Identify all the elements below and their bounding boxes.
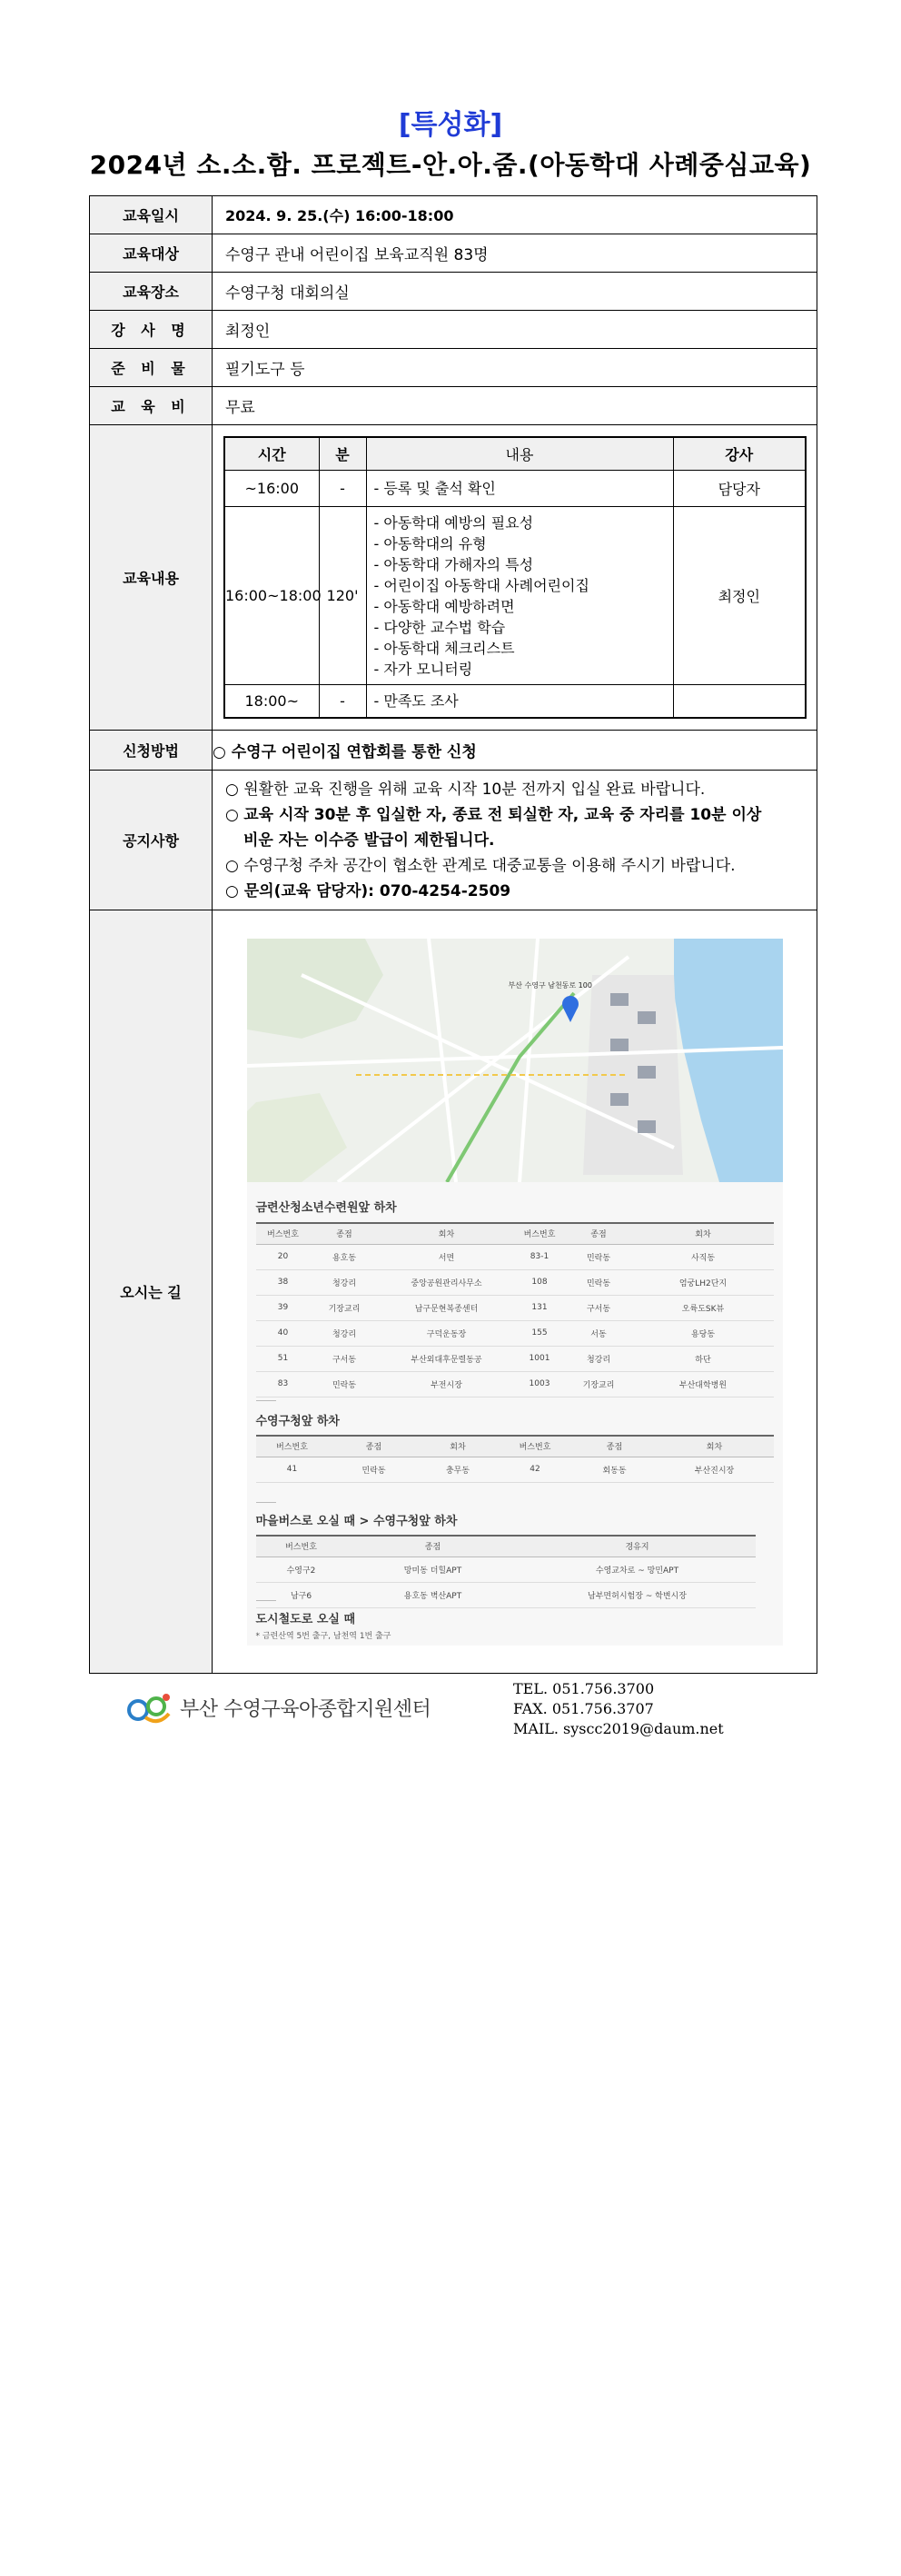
section-divider bbox=[256, 1600, 276, 1601]
bus-table bbox=[256, 1435, 774, 1483]
schedule-content bbox=[366, 471, 673, 507]
bus-cell: 108 bbox=[515, 1269, 565, 1295]
schedule-item: - 아동학대 예방하려면 bbox=[373, 597, 515, 615]
notice-contact: ○ 문의(교육 담당자): 070-4254-2509 bbox=[225, 881, 511, 900]
schedule-item: - 아동학대 예방의 필요성 bbox=[373, 513, 534, 532]
notice-cell bbox=[213, 771, 817, 910]
bus-cell: 남부면허시험장 ~ 학변시장 bbox=[520, 1582, 756, 1607]
bus-cell: 부산대학병원 bbox=[633, 1371, 774, 1397]
directions-map-panel bbox=[247, 939, 783, 1646]
notice-emphasis: 교육 시작 30분 후 입실한 자, 종료 전 퇴실한 자, 교육 중 자리를 10분 이상 bbox=[243, 805, 762, 824]
schedule-item: - 자가 모니터링 bbox=[373, 660, 473, 678]
bus-cell: 용당동 bbox=[633, 1320, 774, 1346]
schedule-header-lecturer: 강사 bbox=[673, 437, 806, 471]
bus-cell: 83 bbox=[256, 1371, 311, 1397]
supplies-value: 필기도구 등 bbox=[213, 349, 817, 387]
schedule-header-minutes: 분 bbox=[319, 437, 366, 471]
bus-col-header: 종점 bbox=[347, 1536, 520, 1557]
contact-mail[interactable]: MAIL. syscc2019@daum.net bbox=[513, 1720, 724, 1737]
supplies-label: 준 비 물 bbox=[90, 349, 213, 387]
apply-label: 신청방법 bbox=[90, 731, 213, 771]
bus-col-header: 경유지 bbox=[520, 1536, 756, 1557]
bus-cell: 부산진시장 bbox=[656, 1457, 774, 1482]
schedule-item: - 다양한 교수법 학습 bbox=[373, 618, 506, 636]
directions-label: 오시는 길 bbox=[90, 910, 213, 1674]
apply-value: ○ 수영구 어린이집 연합회를 통한 신청 bbox=[213, 731, 817, 771]
bus-cell: 155 bbox=[515, 1320, 565, 1346]
bus-cell: 구서동 bbox=[565, 1295, 633, 1320]
bus-cell: 오륙도SK뷰 bbox=[633, 1295, 774, 1320]
bus-cell: 기장교리 bbox=[565, 1371, 633, 1397]
table-row bbox=[256, 1295, 774, 1320]
bus-cell: 청강리 bbox=[311, 1269, 379, 1295]
bus-col-header: 버스번호 bbox=[515, 1223, 565, 1245]
table-row bbox=[256, 1371, 774, 1397]
bus-cell: 수영교차로 ~ 망민APT bbox=[520, 1557, 756, 1582]
bus-cell: 서면 bbox=[379, 1244, 515, 1269]
section-divider bbox=[256, 1502, 276, 1503]
bus-cell: 서동 bbox=[565, 1320, 633, 1346]
bus-cell: 38 bbox=[256, 1269, 311, 1295]
bus-cell: 민락동 bbox=[311, 1371, 379, 1397]
schedule-minutes: - bbox=[319, 685, 366, 718]
bus-cell: 구덕운동장 bbox=[379, 1320, 515, 1346]
schedule-row bbox=[224, 685, 806, 718]
schedule-lecturer: 최정인 bbox=[673, 507, 806, 685]
bus-cell: 엄궁LH2단지 bbox=[633, 1269, 774, 1295]
notice-line: 비운 자는 이수증 발급이 제한됩니다. bbox=[243, 830, 495, 850]
bus-col-header: 버스번호 bbox=[497, 1436, 574, 1457]
bus-cell: 사직동 bbox=[633, 1244, 774, 1269]
bus-section-title: 금련산청소년수련원앞 하차 bbox=[255, 1200, 397, 1215]
target-value: 수영구 관내 어린이집 보육교직원 83명 bbox=[213, 234, 817, 273]
schedule-lecturer: 담당자 bbox=[673, 471, 806, 507]
notice-line bbox=[225, 802, 804, 828]
notice-line: ○ 원활한 교육 진행을 위해 교육 시작 10분 전까지 입실 완료 바랍니다. bbox=[225, 780, 706, 799]
bus-cell: 41 bbox=[256, 1457, 329, 1482]
schedule-lecturer bbox=[673, 685, 806, 718]
content-cell bbox=[213, 425, 817, 731]
bus-cell: 20 bbox=[256, 1244, 311, 1269]
schedule-time: 16:00~18:00 bbox=[224, 507, 319, 685]
schedule-content bbox=[366, 685, 673, 718]
table-row bbox=[256, 1346, 774, 1371]
page-title: 2024년 소.소.함. 프로젝트-안.아.줌.(아동학대 사례중심교육) bbox=[89, 150, 812, 180]
schedule-item: - 아동학대 가해자의 특성 bbox=[373, 555, 534, 573]
bus-table bbox=[256, 1535, 756, 1608]
directions-cell bbox=[213, 910, 817, 1674]
notice-label: 공지사항 bbox=[90, 771, 213, 910]
bus-col-header: 회차 bbox=[420, 1436, 497, 1457]
bus-cell: 수영구2 bbox=[256, 1557, 347, 1582]
subtitle: [특성화] bbox=[398, 109, 503, 141]
bus-col-header: 종점 bbox=[574, 1436, 656, 1457]
contact-info bbox=[513, 1679, 724, 1739]
table-row bbox=[256, 1320, 774, 1346]
content-label: 교육내용 bbox=[90, 425, 213, 731]
bus-cell: 충무동 bbox=[420, 1457, 497, 1482]
lecturer-value: 최정인 bbox=[213, 311, 817, 349]
bus-cell: 83-1 bbox=[515, 1244, 565, 1269]
bus-cell: 남구6 bbox=[256, 1582, 347, 1607]
notice-bullet: ○ bbox=[225, 805, 244, 824]
bus-cell: 용호동 벽산APT bbox=[347, 1582, 520, 1607]
target-label: 교육대상 bbox=[90, 234, 213, 273]
schedule-item: - 만족도 조사 bbox=[373, 692, 459, 710]
bus-section-title: 마을버스로 오실 때 > 수영구청앞 하차 bbox=[255, 1514, 458, 1528]
notice-line: ○ 수영구청 주차 공간이 협소한 관계로 대중교통을 이용해 주시기 바랍니다. bbox=[225, 856, 736, 875]
table-row bbox=[256, 1582, 756, 1607]
date-label: 교육일시 bbox=[90, 196, 213, 234]
bus-cell: 민락동 bbox=[329, 1457, 420, 1482]
contact-tel: TEL. 051.756.3700 bbox=[513, 1680, 655, 1697]
schedule-item: - 아동학대 체크리스트 bbox=[373, 639, 515, 657]
table-row bbox=[256, 1244, 774, 1269]
bus-cell: 회동동 bbox=[574, 1457, 656, 1482]
schedule-minutes: - bbox=[319, 471, 366, 507]
table-row bbox=[256, 1457, 774, 1482]
bus-cell: 청강리 bbox=[311, 1320, 379, 1346]
map-pin-label: 부산 수영구 남천동로 100 bbox=[508, 980, 592, 990]
section-divider bbox=[256, 1400, 276, 1401]
schedule-time: 18:00~ bbox=[224, 685, 319, 718]
schedule-time: ~16:00 bbox=[224, 471, 319, 507]
bus-cell: 부전시장 bbox=[379, 1371, 515, 1397]
subway-note: * 금련산역 5번 출구, 남천역 1번 출구 bbox=[255, 1631, 391, 1641]
bus-cell: 1003 bbox=[515, 1371, 565, 1397]
bus-col-header: 종점 bbox=[311, 1223, 379, 1245]
schedule-header-content: 내용 bbox=[366, 437, 673, 471]
schedule-content bbox=[366, 507, 673, 685]
fee-value: 무료 bbox=[213, 387, 817, 425]
schedule-item: - 아동학대의 유형 bbox=[373, 534, 487, 552]
schedule-item: - 등록 및 출석 확인 bbox=[373, 480, 496, 498]
bus-cell: 민락동 bbox=[565, 1244, 633, 1269]
table-row bbox=[256, 1557, 756, 1582]
org-logo bbox=[125, 1690, 431, 1725]
bus-col-header: 회차 bbox=[379, 1223, 515, 1245]
bus-cell: 중앙공원관리사무소 bbox=[379, 1269, 515, 1295]
lecturer-label: 강 사 명 bbox=[90, 311, 213, 349]
contact-fax: FAX. 051.756.3707 bbox=[513, 1700, 654, 1717]
bus-col-header: 버스번호 bbox=[256, 1536, 347, 1557]
bus-col-header: 버스번호 bbox=[256, 1436, 329, 1457]
location-map[interactable] bbox=[247, 939, 783, 1182]
org-logo-icon bbox=[125, 1690, 173, 1725]
bus-col-header: 버스번호 bbox=[256, 1223, 311, 1245]
org-name: 부산 수영구육아종합지원센터 bbox=[180, 1697, 431, 1721]
bus-cell: 하단 bbox=[633, 1346, 774, 1371]
bus-cell: 51 bbox=[256, 1346, 311, 1371]
subway-section-title: 도시철도로 오실 때 bbox=[255, 1612, 356, 1626]
fee-label: 교 육 비 bbox=[90, 387, 213, 425]
bus-section-title: 수영구청앞 하차 bbox=[255, 1414, 340, 1428]
bus-cell: 1001 bbox=[515, 1346, 565, 1371]
schedule-item: - 어린이집 아동학대 사례어린이집 bbox=[373, 576, 589, 594]
bus-col-header: 종점 bbox=[329, 1436, 420, 1457]
place-label: 교육장소 bbox=[90, 273, 213, 311]
bus-cell: 40 bbox=[256, 1320, 311, 1346]
bus-cell: 부산외대후문렬동공 bbox=[379, 1346, 515, 1371]
bus-cell: 39 bbox=[256, 1295, 311, 1320]
bus-cell: 기장교리 bbox=[311, 1295, 379, 1320]
info-table bbox=[89, 195, 817, 1674]
bus-col-header: 회차 bbox=[633, 1223, 774, 1245]
date-value: 2024. 9. 25.(수) 16:00-18:00 bbox=[213, 196, 817, 234]
schedule-row bbox=[224, 471, 806, 507]
bus-cell: 망미동 더힐APT bbox=[347, 1557, 520, 1582]
bus-col-header: 회차 bbox=[656, 1436, 774, 1457]
table-row bbox=[256, 1269, 774, 1295]
schedule-header-time: 시간 bbox=[224, 437, 319, 471]
schedule-minutes: 120' bbox=[319, 507, 366, 685]
bus-cell: 민락동 bbox=[565, 1269, 633, 1295]
bus-table bbox=[256, 1222, 774, 1397]
schedule-table bbox=[223, 436, 807, 719]
bus-cell: 용호동 bbox=[311, 1244, 379, 1269]
bus-col-header: 종점 bbox=[565, 1223, 633, 1245]
bus-cell: 131 bbox=[515, 1295, 565, 1320]
bus-cell: 구서동 bbox=[311, 1346, 379, 1371]
bus-cell: 청강리 bbox=[565, 1346, 633, 1371]
place-value: 수영구청 대회의실 bbox=[213, 273, 817, 311]
bus-cell: 42 bbox=[497, 1457, 574, 1482]
bus-cell: 남구문현복종센터 bbox=[379, 1295, 515, 1320]
map-graphic bbox=[247, 939, 783, 1182]
schedule-row bbox=[224, 507, 806, 685]
